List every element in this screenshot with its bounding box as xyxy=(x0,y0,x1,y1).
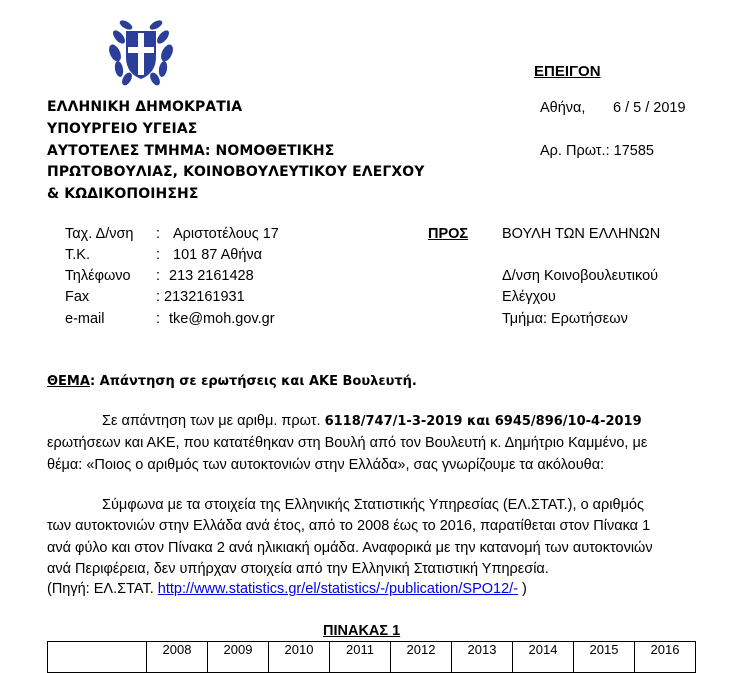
contact-sep: : xyxy=(156,226,161,242)
org-line-4: ΠΡΩΤΟΒΟΥΛΙΑΣ, ΚΟΙΝΟΒΟΥΛΕΥΤΙΚΟΥ ΕΛΕΓΧΟΥ xyxy=(47,164,425,180)
table-year-cell: 2015 xyxy=(574,642,635,673)
contact-sep: : xyxy=(156,311,161,327)
table-corner-cell xyxy=(48,642,147,673)
para2-line-2: των αυτοκτονιών στην Ελλάδα ανά έτος, από το 2008 έως το 2016, παρατίθεται στον Πίνακα 1 xyxy=(47,518,651,534)
table-year-cell: 2008 xyxy=(147,642,208,673)
table-year-cell: 2014 xyxy=(513,642,574,673)
para1-intro: Σε απάντηση των με αριθμ. πρωτ. xyxy=(102,413,325,429)
contact-value-postcode: 101 87 Αθήνα xyxy=(173,247,263,263)
org-line-2: ΥΠΟΥΡΓΕΙΟ ΥΓΕΙΑΣ xyxy=(47,121,198,137)
org-line-1: ΕΛΛΗΝΙΚΗ ΔΗΜΟΚΡΑΤΙΑ xyxy=(47,99,243,115)
table-year-cell: 2013 xyxy=(452,642,513,673)
para2-line-4: ανά Περιφέρεια, δεν υπήρχαν στοιχεία από την Ελληνική Στατιστική Υπηρεσία. xyxy=(47,561,549,577)
subject-label: ΘΕΜΑ xyxy=(47,374,90,389)
contact-value-fax: 2132161931 xyxy=(164,289,245,305)
contact-label-phone: Τηλέφωνο xyxy=(65,268,131,284)
contact-sep: : xyxy=(156,247,161,263)
table-header-row xyxy=(48,642,696,673)
para1-line-2: ερωτήσεων και ΑΚΕ, που κατατέθηκαν στη Βουλή από τον Βουλευτή κ. Δημήτριο Καμμένο, με xyxy=(47,435,648,451)
para2-line-1: Σύμφωνα με τα στοιχεία της Ελληνικής Στατιστικής Υπηρεσίας (ΕΛ.ΣΤΑΤ.), ο αριθμός xyxy=(102,497,644,513)
contact-label-address: Ταχ. Δ/νση xyxy=(65,226,134,242)
table-year-cell: 2009 xyxy=(208,642,269,673)
org-line-5: & ΚΩΔΙΚΟΠΟΙΗΣΗΣ xyxy=(47,186,199,202)
recipient-line-1: Δ/νση Κοινοβουλευτικού xyxy=(502,268,659,284)
table-1 xyxy=(47,641,696,673)
place-label: Αθήνα, xyxy=(540,100,586,116)
recipient-label: ΠΡΟΣ xyxy=(428,226,469,242)
source-link[interactable]: http://www.statistics.gr/el/statistics/-/publication/SPO12/- xyxy=(157,581,519,597)
para1-protocol-refs: 6118/747/1-3-2019 και 6945/896/10-4-2019 xyxy=(324,414,642,429)
table-year-cell: 2011 xyxy=(330,642,391,673)
org-line-3: ΑΥΤΟΤΕΛΕΣ ΤΜΗΜΑ: ΝΟΜΟΘΕΤΙΚΗΣ xyxy=(47,143,335,159)
source-line xyxy=(47,581,527,597)
para1-line-1 xyxy=(102,413,642,429)
contact-sep: : xyxy=(156,289,161,305)
recipient-line-2: Ελέγχου xyxy=(502,289,556,305)
para2-line-3: ανά φύλο και στον Πίνακα 2 ανά ηλικιακή ομάδα. Αναφορικά με την κατανομή των αυτοκτονιών xyxy=(47,540,653,556)
urgent-stamp: ΕΠΕΙΓΟΝ xyxy=(534,63,601,80)
greek-emblem-icon xyxy=(103,13,179,89)
para1-line-3: θέμα: «Ποιος ο αριθμός των αυτοκτονιών στην Ελλάδα», σας γνωρίζουμε τα ακόλουθα: xyxy=(47,457,605,473)
document-date: 6 / 5 / 2019 xyxy=(613,100,686,116)
recipient-line-3: Τμήμα: Ερωτήσεων xyxy=(502,311,628,327)
subject-text: : Απάντηση σε ερωτήσεις και ΑΚΕ Βουλευτή. xyxy=(89,374,417,389)
table-year-cell: 2016 xyxy=(635,642,696,673)
contact-value-address: Αριστοτέλους 17 xyxy=(173,226,279,242)
contact-label-postcode: Τ.Κ. xyxy=(65,247,90,263)
table-year-cell: 2012 xyxy=(391,642,452,673)
table-year-cell: 2010 xyxy=(269,642,330,673)
subject-line xyxy=(47,374,417,389)
source-prefix: (Πηγή: ΕΛ.ΣΤΑΤ. xyxy=(47,581,158,597)
contact-value-email: tke@moh.gov.gr xyxy=(169,311,275,327)
protocol-number: Αρ. Πρωτ.: 17585 xyxy=(540,143,654,159)
recipient-name: ΒΟΥΛΗ ΤΩΝ ΕΛΛΗΝΩΝ xyxy=(502,226,661,242)
contact-sep: : xyxy=(156,268,161,284)
contact-label-fax: Fax xyxy=(65,289,90,305)
source-suffix: ) xyxy=(518,581,527,597)
contact-label-email: e-mail xyxy=(65,311,105,327)
contact-value-phone: 213 2161428 xyxy=(169,268,254,284)
table-title: ΠΙΝΑΚΑΣ 1 xyxy=(323,623,401,639)
